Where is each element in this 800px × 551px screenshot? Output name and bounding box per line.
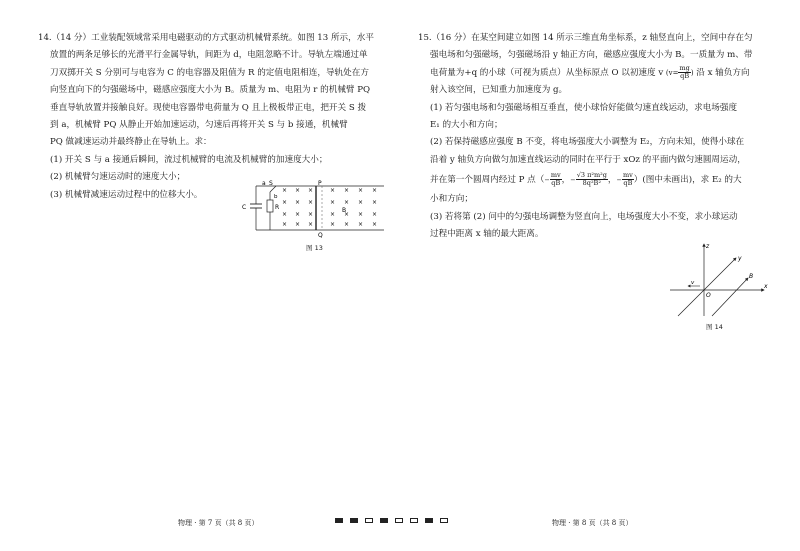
field-cross: × <box>308 187 314 194</box>
field-cross: × <box>344 187 350 194</box>
q14-line: 向竖直向下的匀强磁场中，磁感应强度大小为 B。质量为 m、电阻为 r 的机械臂 PQ <box>50 85 371 96</box>
page-mark <box>365 518 373 523</box>
page-footer-right: 物理 · 第 8 页（共 8 页） <box>552 519 633 527</box>
q14-part-2: (2) 机械臂匀速运动时的速度大小； <box>50 172 186 183</box>
label-a: a <box>262 180 266 187</box>
label-y: y <box>738 255 742 262</box>
q14-part-3: (3) 机械臂减速运动过程中的位移大小。 <box>50 189 203 200</box>
figure-14-caption: 图 14 <box>706 323 723 331</box>
field-cross: × <box>358 187 364 194</box>
label-x: x <box>764 283 768 290</box>
field-cross: × <box>344 199 350 206</box>
q15-part-2: 沿着 y 轴负方向做匀加速直线运动的同时在平行于 xOz 的平面内做匀速圆周运动， <box>430 154 746 165</box>
page-mark <box>335 518 343 523</box>
q15-part-3: 过程中距离 x 轴的最大距离。 <box>430 229 544 240</box>
q14-line: 刀双掷开关 S 分别可与电容为 C 的电容器及阻值为 R 的定值电阻相连，导轨处在方 <box>50 67 369 78</box>
q15-part-2: (2) 若保持磁感应强度 B 不变，将电场强度大小调整为 E₂，方向未知，使得小球在 <box>430 137 745 148</box>
label-S: S <box>269 180 273 187</box>
field-cross: × <box>282 199 288 206</box>
field-cross: × <box>358 221 364 228</box>
fraction: $\frac{mv}{qB}$ <box>550 171 561 188</box>
field-cross: × <box>308 211 314 218</box>
page-mark <box>395 518 403 523</box>
field-cross: × <box>330 211 336 218</box>
field-cross: × <box>372 221 378 228</box>
field-cross: × <box>358 199 364 206</box>
field-cross: × <box>282 221 288 228</box>
field-cross: × <box>282 211 288 218</box>
field-cross: × <box>330 199 336 206</box>
field-cross: × <box>358 211 364 218</box>
q15-part-2: 并在第一个圆周内经过 P 点（− $\frac{mv}{qB}$ ，− $\frac{\text{√3 π²m²g}}{\text{8q²B²}}$ ，− $\frac{mv}{qB}$ ）(图中未画出)，求 E₂ 的大 <box>430 171 742 188</box>
label-z: z <box>706 243 710 250</box>
field-cross: × <box>295 187 301 194</box>
label-P: P <box>318 180 322 187</box>
field-cross: × <box>372 211 378 218</box>
q15-line: 电荷量为+q 的小球（可视为质点）从坐标原点 O 以初速度 v (v= $\frac{mg}{qB}$ ) 沿 x 轴负方向 <box>430 63 750 80</box>
q14-part-1: (1) 开关 S 与 a 接通后瞬间，流过机械臂的电流及机械臂的加速度大小； <box>50 154 328 165</box>
field-cross: × <box>344 211 350 218</box>
label-b: b <box>274 194 278 200</box>
question-15 <box>418 30 766 243</box>
field-cross: × <box>344 221 350 228</box>
q14-line: 放置的两条足够长的光滑平行金属导轨，间距为 d，电阻忽略不计。导轨左端通过单 <box>50 50 368 61</box>
label-B: B <box>342 207 347 214</box>
fraction: $\frac{mv}{qB}$ <box>622 171 633 188</box>
page-marks <box>335 518 448 523</box>
page-mark <box>440 518 448 523</box>
label-Q: Q <box>318 232 323 239</box>
label-v: v <box>691 280 695 286</box>
magnetic-field-crosses <box>282 187 377 228</box>
label-R: R <box>275 204 280 211</box>
q15-line: 强电场和匀强磁场，匀强磁场沿 y 轴正方向，磁感应强度大小为 B。一质量为 m、带 <box>430 50 753 61</box>
field-cross: × <box>295 221 301 228</box>
figure-13-circuit <box>238 178 388 240</box>
q15-part-1: (1) 若匀强电场和匀强磁场相互垂直，使小球恰好能做匀速直线运动，求电场强度 <box>430 102 738 113</box>
q15-text: 沿 x 轴负方向 <box>696 67 750 78</box>
field-cross: × <box>295 199 301 206</box>
field-cross: × <box>308 221 314 228</box>
page-mark <box>350 518 358 523</box>
page-mark <box>380 518 388 523</box>
q15-part-1b: E₁ 的大小和方向； <box>430 120 503 131</box>
q14-line: 到 a，机械臂 PQ 从静止开始加速运动，匀速后再将开关 S 与 b 接通，机械臂 <box>50 120 348 131</box>
q14-line: PQ 做减速运动并最终静止在导轨上。求： <box>50 137 212 148</box>
field-cross: × <box>295 211 301 218</box>
fraction: $\frac{\text{√3 π²m²g}}{\text{8q²B²}}$ <box>576 171 607 188</box>
label-B: B <box>749 273 754 280</box>
field-cross: × <box>330 221 336 228</box>
figure-13-caption: 图 13 <box>306 244 323 252</box>
q15-text: 电荷量为+q 的小球（可视为质点）从坐标原点 O 以初速度 v <box>430 67 664 78</box>
field-cross: × <box>372 187 378 194</box>
label-O: O <box>706 292 711 299</box>
q15-part-3: (3) 若将第 (2) 问中的匀强电场调整为竖直向上，电场强度大小不变，求小球运动 <box>430 211 738 222</box>
page-mark <box>425 518 433 523</box>
page-mark <box>410 518 418 523</box>
page-footer-left: 物理 · 第 7 页（共 8 页） <box>178 519 259 527</box>
field-cross: × <box>282 187 288 194</box>
field-cross: × <box>330 187 336 194</box>
label-C: C <box>242 204 247 211</box>
q14-line: 14.（14 分）工业装配领域常采用电磁驱动的方式驱动机械臂系统。如图 13 所示，水平 <box>38 33 374 43</box>
q15-part-2: 小和方向； <box>430 194 473 205</box>
figure-14-axes <box>666 240 770 322</box>
field-cross: × <box>372 199 378 206</box>
q15-line: 15.（16 分）在某空间建立如图 14 所示三维直角坐标系，z 轴竖直向上，空间中存在匀 <box>418 33 753 43</box>
fraction: $\frac{mg}{qB}$ <box>679 63 690 80</box>
q14-line: 垂直导轨放置并接触良好。现使电容器带电荷量为 Q 且上极板带正电，把开关 S 拨 <box>50 102 367 113</box>
q15-line: 射入该空间，已知重力加速度为 g。 <box>430 85 568 96</box>
field-cross: × <box>308 199 314 206</box>
